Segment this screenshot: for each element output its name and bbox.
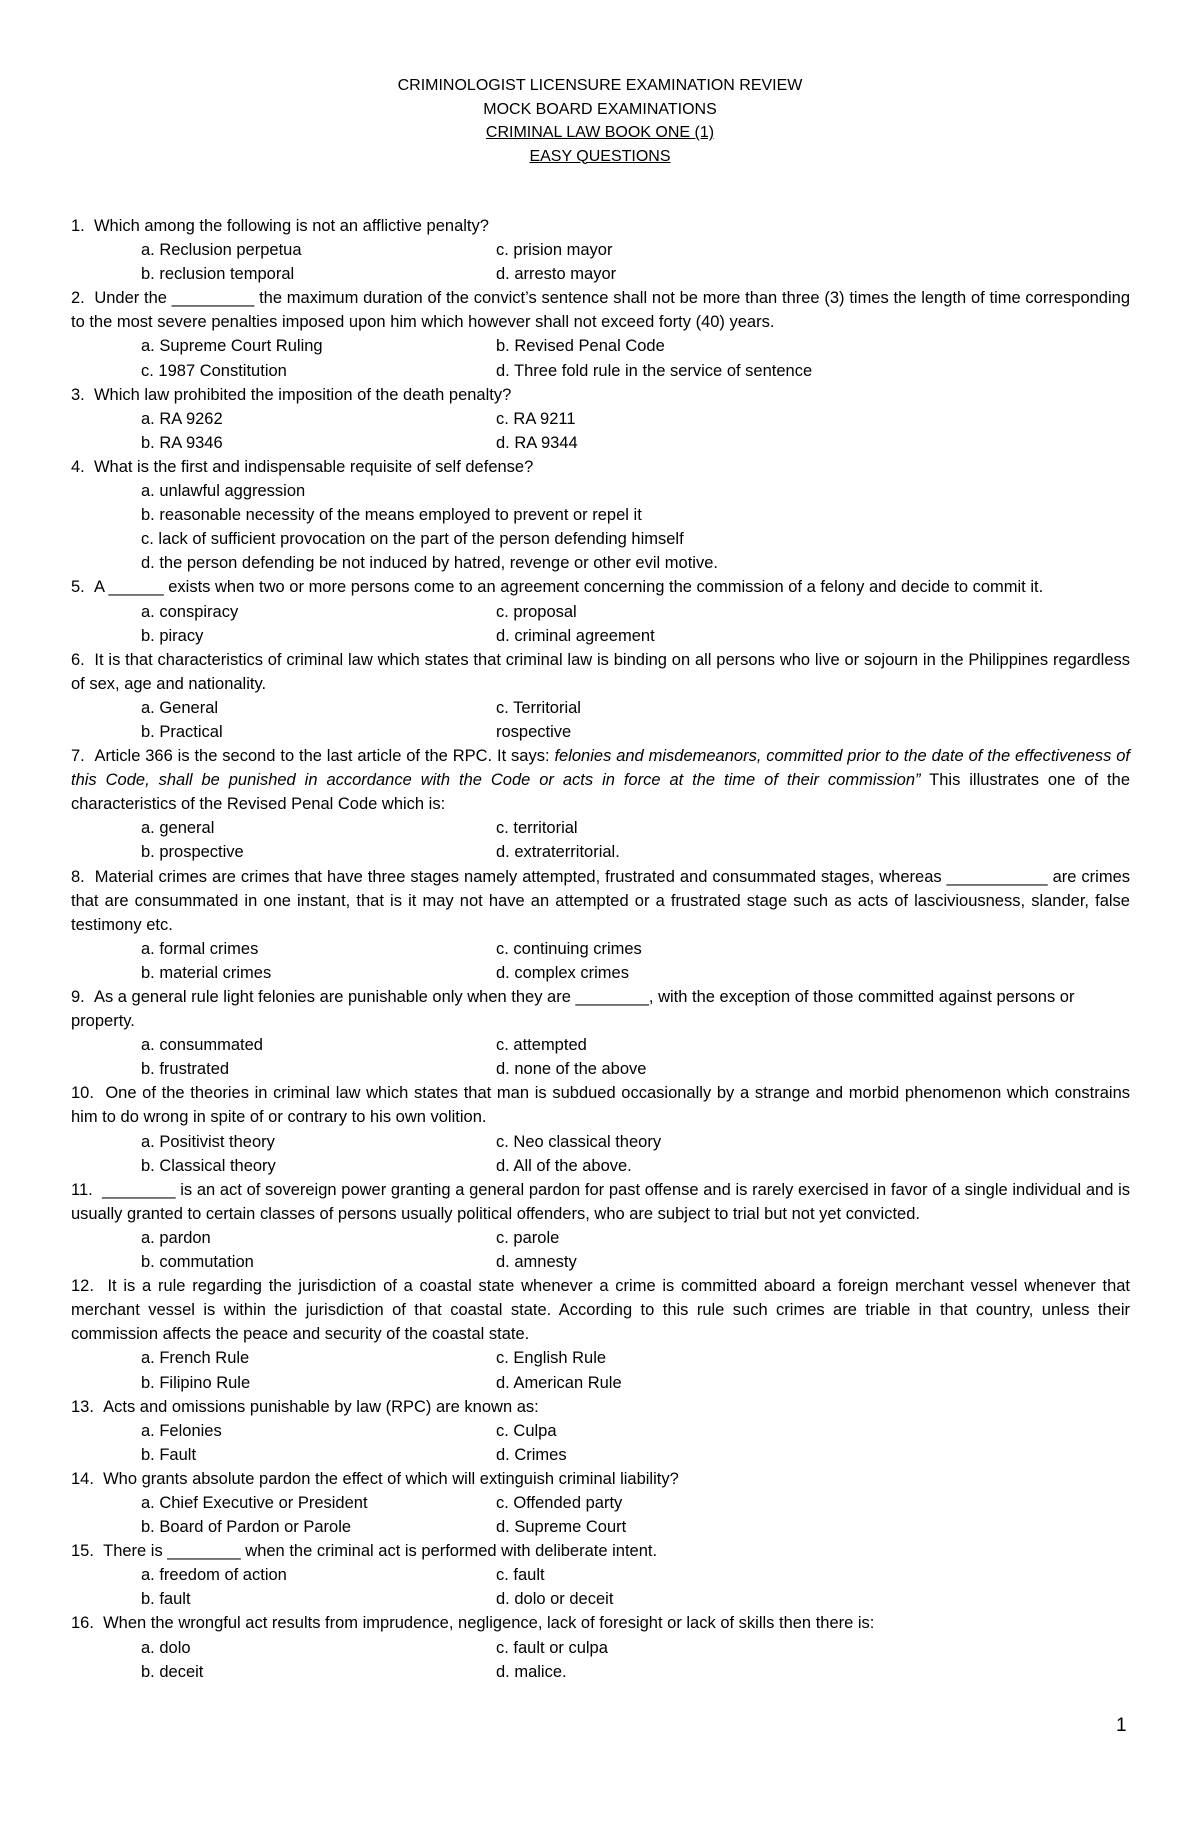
choice-b: b. Fault — [141, 1445, 197, 1464]
choice-d: d. the person defending be not induced by hatred, revenge or other evil motive. — [141, 554, 718, 573]
choice-b: b. material crimes — [141, 963, 272, 982]
choice-d: d. complex crimes — [496, 963, 629, 982]
choice-d: d. All of the above. — [496, 1156, 632, 1175]
choice-b: b. Filipino Rule — [141, 1373, 251, 1392]
choice-c: c. continuing crimes — [496, 939, 642, 958]
choice-b: b. commutation — [141, 1253, 254, 1272]
choice-c: c. Culpa — [496, 1421, 557, 1440]
header-difficulty: EASY QUESTIONS — [529, 147, 671, 165]
question-9 — [71, 985, 1130, 1081]
question-13 — [71, 1395, 1130, 1467]
question-15 — [71, 1539, 1130, 1611]
choice-b: b. piracy — [141, 626, 204, 645]
question-11 — [71, 1178, 1130, 1274]
choice-b: b. fault — [141, 1590, 191, 1609]
question-text: 16. When the wrongful act results from imprudence, negligence, lack of foresight or lack of skills then there is: — [71, 1614, 875, 1633]
choice-a: a. conspiracy — [141, 602, 239, 621]
choice-c: c. prision mayor — [496, 241, 613, 260]
choices — [71, 696, 1130, 744]
choice-b: b. Revised Penal Code — [496, 337, 665, 356]
choice-a: a. consummated — [141, 1036, 263, 1055]
question-text: 1. Which among the following is not an afflictive penalty? — [71, 217, 489, 235]
choice-d: d. dolo or deceit — [496, 1590, 614, 1609]
choice-a: a. pardon — [141, 1228, 211, 1247]
header-title: CRIMINOLOGIST LICENSURE EXAMINATION REVIEW — [397, 77, 803, 94]
choice-c: c. Offended party — [496, 1493, 623, 1512]
question-text: 8. Material crimes are crimes that have three stages namely attempted, frustrated and consummated stages, whereas ___________ are crimes that are consummated in one instant, that is it may not have an attempted or a frustrated stage such as acts of lasciviousness, slander, false testimony etc. — [71, 867, 1130, 934]
choice-b: b. reclusion temporal — [141, 265, 295, 284]
choice-d: d. none of the above — [496, 1060, 647, 1079]
question-10 — [71, 1081, 1130, 1177]
choice-c: c. territorial — [496, 819, 578, 838]
choice-a: a. dolo — [141, 1638, 191, 1657]
question-text: 14. Who grants absolute pardon the effect of which will extinguish criminal liability? — [71, 1469, 679, 1488]
choice-c: c. parole — [496, 1228, 560, 1247]
header-subtitle: MOCK BOARD EXAMINATIONS — [483, 100, 717, 118]
question-12 — [71, 1274, 1130, 1394]
question-14 — [71, 1467, 1130, 1539]
choice-b: b. Board of Pardon or Parole — [141, 1518, 352, 1537]
choice-b: b. RA 9346 — [141, 433, 223, 452]
choice-d: d. extraterritorial. — [496, 843, 620, 862]
choices — [71, 816, 1130, 864]
question-6 — [71, 648, 1130, 744]
choice-b: b. frustrated — [141, 1060, 230, 1079]
choice-d: d. malice. — [496, 1662, 567, 1681]
choice-a: a. RA 9262 — [141, 409, 223, 428]
choice-c: c. Neo classical theory — [496, 1132, 662, 1151]
choice-a: a. formal crimes — [141, 939, 259, 958]
choices — [71, 1033, 1130, 1081]
choice-a: a. Felonies — [141, 1421, 222, 1440]
choice-c: c. fault — [496, 1566, 545, 1585]
choices — [71, 1419, 1130, 1467]
choice-c: c. Territorial — [496, 698, 581, 717]
choices — [71, 407, 1130, 455]
question-text: 13. Acts and omissions punishable by law (RPC) are known as: — [71, 1397, 539, 1416]
question-text: 6. It is that characteristics of criminal law which states that criminal law is binding on all persons who live or sojourn in the Philippines regardless of sex, age and nationality. — [71, 650, 1130, 693]
question-5 — [71, 575, 1130, 647]
question-text: 9. As a general rule light felonies are punishable only when they are ________, with the exception of those committed against persons or property. — [71, 988, 1075, 1031]
choice-c: c. English Rule — [496, 1349, 607, 1368]
choice-d: rospective — [496, 722, 572, 741]
choices — [71, 1636, 1130, 1684]
choice-a: a. General — [141, 698, 219, 717]
choice-a: a. Positivist theory — [141, 1132, 275, 1151]
question-text: 12. It is a rule regarding the jurisdiction of a coastal state whenever a crime is committed aboard a foreign merchant vessel whenever that merchant vessel is within the jurisdiction of that coastal state. According to this rule such crimes are triable in that country, unless their commission affects the peace and security of the coastal state. — [71, 1277, 1131, 1344]
question-text: 2. Under the _________ the maximum duration of the convict’s sentence shall not be more than three (3) times the length of time corresponding to the most severe penalties imposed upon him which however shall not exceed forty (40) years. — [71, 289, 1130, 332]
question-text: 10. One of the theories in criminal law which states that man is subdued occasionally by a strange and morbid phenomenon which constrains him to do wrong in spite of or contrary to his own volition. — [71, 1084, 1130, 1127]
questions-section — [71, 214, 1130, 1684]
choice-d: d. RA 9344 — [496, 433, 578, 452]
choices — [71, 600, 1130, 648]
header-subject: CRIMINAL LAW BOOK ONE (1) — [485, 124, 715, 141]
question-text: 15. There is ________ when the criminal act is performed with deliberate intent. — [71, 1542, 658, 1561]
choice-d: d. arresto mayor — [496, 265, 617, 284]
choices — [71, 1491, 1130, 1539]
choice-d: d. American Rule — [496, 1373, 622, 1392]
question-7 — [71, 744, 1130, 864]
choice-c: c. RA 9211 — [496, 409, 576, 428]
choice-a: a. Supreme Court Ruling — [141, 337, 323, 356]
choice-b: b. Classical theory — [141, 1156, 276, 1175]
question-text: 5. A ______ exists when two or more persons come to an agreement concerning the commission of a felony and decide to commit it. — [71, 578, 1044, 597]
choice-c: c. attempted — [496, 1036, 587, 1055]
choices — [71, 238, 1130, 286]
document-header — [0, 74, 1200, 168]
choice-d: d. criminal agreement — [496, 626, 655, 645]
choice-a: a. Chief Executive or President — [141, 1493, 368, 1512]
choice-a: a. unlawful aggression — [141, 482, 306, 501]
choices — [71, 479, 1130, 575]
question-8 — [71, 865, 1130, 985]
choice-b: b. deceit — [141, 1662, 204, 1681]
question-1 — [71, 214, 1130, 286]
choice-c: c. proposal — [496, 602, 577, 621]
question-4 — [71, 455, 1130, 575]
choice-b: b. reasonable necessity of the means employed to prevent or repel it — [141, 506, 642, 525]
choice-a: a. general — [141, 819, 215, 838]
choices — [71, 1130, 1130, 1178]
page-number: 1 — [1116, 1715, 1127, 1736]
question-text: 7. Article 366 is the second to the last article of the RPC. It says: felonies and misdemeanors, committed prior to the date of the effectiveness of this Code, shall be punished in accordance with the Code or acts in force at the time of their commission” This illustrates one of the characteristics of the Revised Penal Code which is: — [71, 747, 1130, 814]
choices — [71, 1226, 1130, 1274]
choice-c: c. fault or culpa — [496, 1638, 608, 1657]
question-text: 3. Which law prohibited the imposition of the death penalty? — [71, 385, 512, 404]
question-3 — [71, 383, 1130, 455]
question-2 — [71, 286, 1130, 382]
choices — [71, 334, 1130, 382]
choice-a: a. French Rule — [141, 1349, 250, 1368]
choice-a: a. Reclusion perpetua — [141, 241, 302, 260]
choice-d: d. Three fold rule in the service of sentence — [496, 361, 813, 380]
choice-b: b. prospective — [141, 843, 244, 862]
choice-d: d. Supreme Court — [496, 1518, 627, 1537]
choice-c: c. lack of sufficient provocation on the part of the person defending himself — [141, 530, 684, 549]
choices — [71, 1563, 1130, 1611]
choice-d: d. amnesty — [496, 1253, 577, 1272]
choice-d: d. Crimes — [496, 1445, 567, 1464]
choices — [71, 937, 1130, 985]
choices — [71, 1346, 1130, 1394]
choice-a: a. freedom of action — [141, 1566, 287, 1585]
question-text: 4. What is the first and indispensable requisite of self defense? — [71, 457, 534, 476]
quoted-article-text: felonies and misdemeanors, committed prior to the date of the effectiveness of this Code, shall be punished in accordance with the Code or acts in force at the time of their commission” — [71, 747, 1130, 790]
choice-b: b. Practical — [141, 722, 223, 741]
question-text: 11. ________ is an act of sovereign power granting a general pardon for past offense and is rarely exercised in favor of a single individual and is usually granted to certain classes of persons usually political offenders, who are subject to trial but not yet convicted. — [71, 1180, 1130, 1223]
question-16 — [71, 1611, 1130, 1683]
choice-c: c. 1987 Constitution — [141, 361, 287, 380]
